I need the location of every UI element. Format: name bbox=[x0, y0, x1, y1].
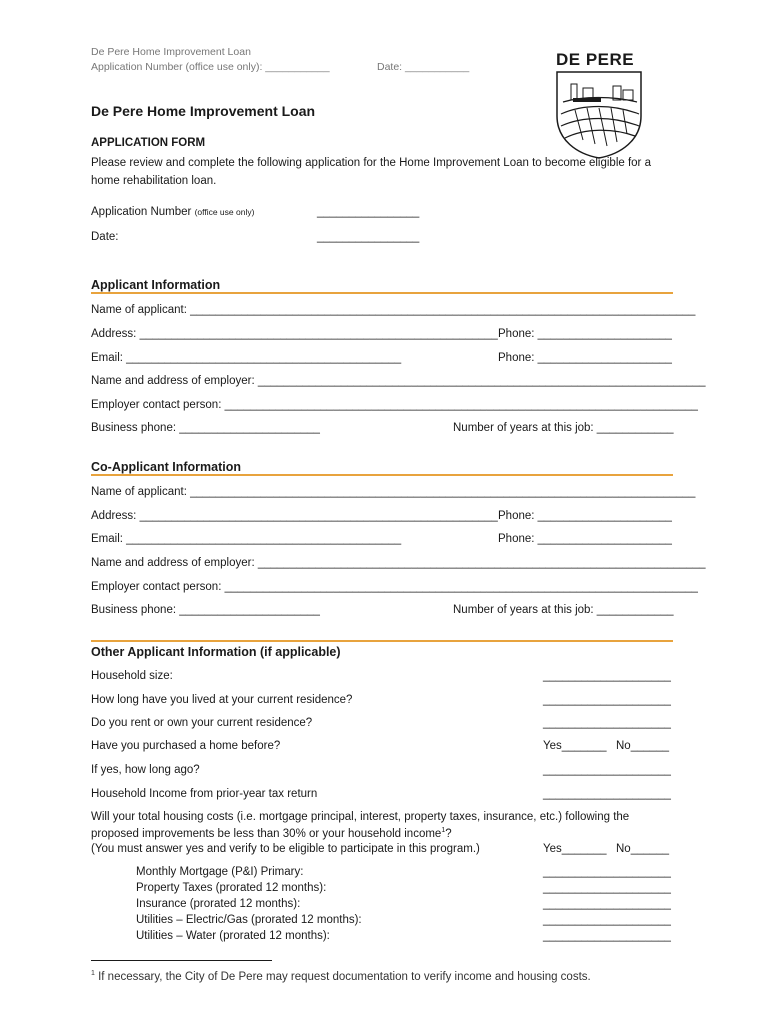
applicant-phone-field[interactable]: Phone: _____________________ bbox=[498, 328, 672, 340]
footnote-rule bbox=[91, 960, 272, 961]
housing-cost-question-2-end: ? bbox=[445, 827, 452, 840]
applicant-contact-field[interactable]: Employer contact person: __________________________________________________________________________ bbox=[91, 399, 698, 411]
footnote bbox=[91, 970, 591, 983]
coapplicant-address-field[interactable]: Address: ________________________________________________________ bbox=[91, 510, 498, 522]
housing-no-field[interactable]: No______ bbox=[616, 843, 670, 855]
cost-label-mortgage: Monthly Mortgage (P&I) Primary: bbox=[136, 866, 304, 878]
footnote-mark: 1 bbox=[91, 970, 95, 977]
coapplicant-contact-field[interactable]: Employer contact person: __________________________________________________________________________ bbox=[91, 581, 698, 593]
cost-field-water[interactable]: ____________________ bbox=[543, 930, 671, 942]
purchased-no-field[interactable]: No______ bbox=[616, 740, 670, 752]
city-crest-icon bbox=[553, 70, 645, 160]
de-pere-logo bbox=[553, 50, 645, 158]
household-size-label: Household size: bbox=[91, 670, 173, 682]
app-number-note: (office use only) bbox=[194, 207, 255, 217]
cost-label-insurance: Insurance (prorated 12 months): bbox=[136, 898, 301, 910]
purchased-yes-field[interactable]: Yes_______ bbox=[543, 740, 607, 752]
intro-line-1: Please review and complete the following application for the Home Improvement Loan to become eligible for a bbox=[91, 157, 651, 169]
form-heading: APPLICATION FORM bbox=[91, 137, 206, 149]
rent-own-label: Do you rent or own your current residence? bbox=[91, 717, 313, 729]
other-heading: Other Applicant Information (if applicable) bbox=[91, 645, 341, 659]
coapplicant-years-field[interactable]: Number of years at this job: ____________ bbox=[453, 604, 674, 616]
cost-field-electric-gas[interactable]: ____________________ bbox=[543, 914, 671, 926]
page-title: De Pere Home Improvement Loan bbox=[91, 103, 316, 119]
date-field[interactable]: ________________ bbox=[317, 231, 420, 243]
housing-cost-question-2 bbox=[91, 827, 452, 840]
app-number-label bbox=[91, 206, 254, 218]
cost-label-electric-gas: Utilities – Electric/Gas (prorated 12 months): bbox=[136, 914, 362, 926]
coapplicant-name-field[interactable]: Name of applicant: _______________________________________________________________________________ bbox=[91, 486, 696, 498]
applicant-years-field[interactable]: Number of years at this job: ____________ bbox=[453, 422, 674, 434]
applicant-address-field[interactable]: Address: ________________________________________________________ bbox=[91, 328, 498, 340]
footnote-ref: 1 bbox=[441, 827, 446, 834]
purchased-before-label: Have you purchased a home before? bbox=[91, 740, 281, 752]
coapplicant-heading: Co-Applicant Information bbox=[91, 460, 241, 474]
coapplicant-email-field[interactable]: Email: ___________________________________________ bbox=[91, 533, 402, 545]
applicant-phone2-field[interactable]: Phone: _____________________ bbox=[498, 352, 672, 364]
header-date: Date: ___________ bbox=[377, 61, 470, 73]
other-rule bbox=[91, 640, 673, 642]
coapplicant-phone-field[interactable]: Phone: _____________________ bbox=[498, 510, 672, 522]
how-long-ago-field[interactable]: ____________________ bbox=[543, 764, 671, 776]
cost-label-water: Utilities – Water (prorated 12 months): bbox=[136, 930, 330, 942]
residence-duration-field[interactable]: ____________________ bbox=[543, 694, 671, 706]
cost-field-insurance[interactable]: ____________________ bbox=[543, 898, 671, 910]
household-income-label: Household Income from prior-year tax return bbox=[91, 788, 318, 800]
intro-line-2: home rehabilitation loan. bbox=[91, 175, 217, 187]
household-income-field[interactable]: ____________________ bbox=[543, 788, 671, 800]
applicant-rule bbox=[91, 292, 673, 294]
coapplicant-rule bbox=[91, 474, 673, 476]
footnote-text: If necessary, the City of De Pere may request documentation to verify income and housing costs. bbox=[94, 970, 591, 983]
applicant-business-phone-field[interactable]: Business phone: ______________________ bbox=[91, 422, 320, 434]
coapplicant-business-phone-field[interactable]: Business phone: ______________________ bbox=[91, 604, 320, 616]
household-size-field[interactable]: ____________________ bbox=[543, 670, 671, 682]
date-label: Date: bbox=[91, 231, 119, 243]
cost-field-taxes[interactable]: ____________________ bbox=[543, 882, 671, 894]
housing-cost-question-3: (You must answer yes and verify to be eligible to participate in this program.) bbox=[91, 843, 480, 855]
app-number-field[interactable]: ________________ bbox=[317, 206, 420, 218]
applicant-heading: Applicant Information bbox=[91, 278, 221, 292]
housing-cost-question-2-text: proposed improvements be less than 30% or your household income bbox=[91, 827, 442, 840]
cost-label-taxes: Property Taxes (prorated 12 months): bbox=[136, 882, 327, 894]
applicant-email-field[interactable]: Email: ___________________________________________ bbox=[91, 352, 402, 364]
housing-yes-field[interactable]: Yes_______ bbox=[543, 843, 607, 855]
coapplicant-phone2-field[interactable]: Phone: _____________________ bbox=[498, 533, 672, 545]
app-number-label-text: Application Number bbox=[91, 206, 192, 218]
cost-field-mortgage[interactable]: ____________________ bbox=[543, 866, 671, 878]
housing-cost-question-1: Will your total housing costs (i.e. mortgage principal, interest, property taxes, insurance, etc.) following the bbox=[91, 811, 630, 823]
logo-text: DE PERE bbox=[556, 50, 635, 69]
rent-own-field[interactable]: ____________________ bbox=[543, 717, 671, 729]
coapplicant-employer-field[interactable]: Name and address of employer: ______________________________________________________________________ bbox=[91, 557, 706, 569]
how-long-ago-label: If yes, how long ago? bbox=[91, 764, 200, 776]
applicant-employer-field[interactable]: Name and address of employer: ______________________________________________________________________ bbox=[91, 375, 706, 387]
header-app-number: Application Number (office use only): ___________ bbox=[91, 61, 330, 73]
residence-duration-label: How long have you lived at your current residence? bbox=[91, 694, 353, 706]
header-doc-title: De Pere Home Improvement Loan bbox=[91, 46, 251, 58]
applicant-name-field[interactable]: Name of applicant: _______________________________________________________________________________ bbox=[91, 304, 696, 316]
